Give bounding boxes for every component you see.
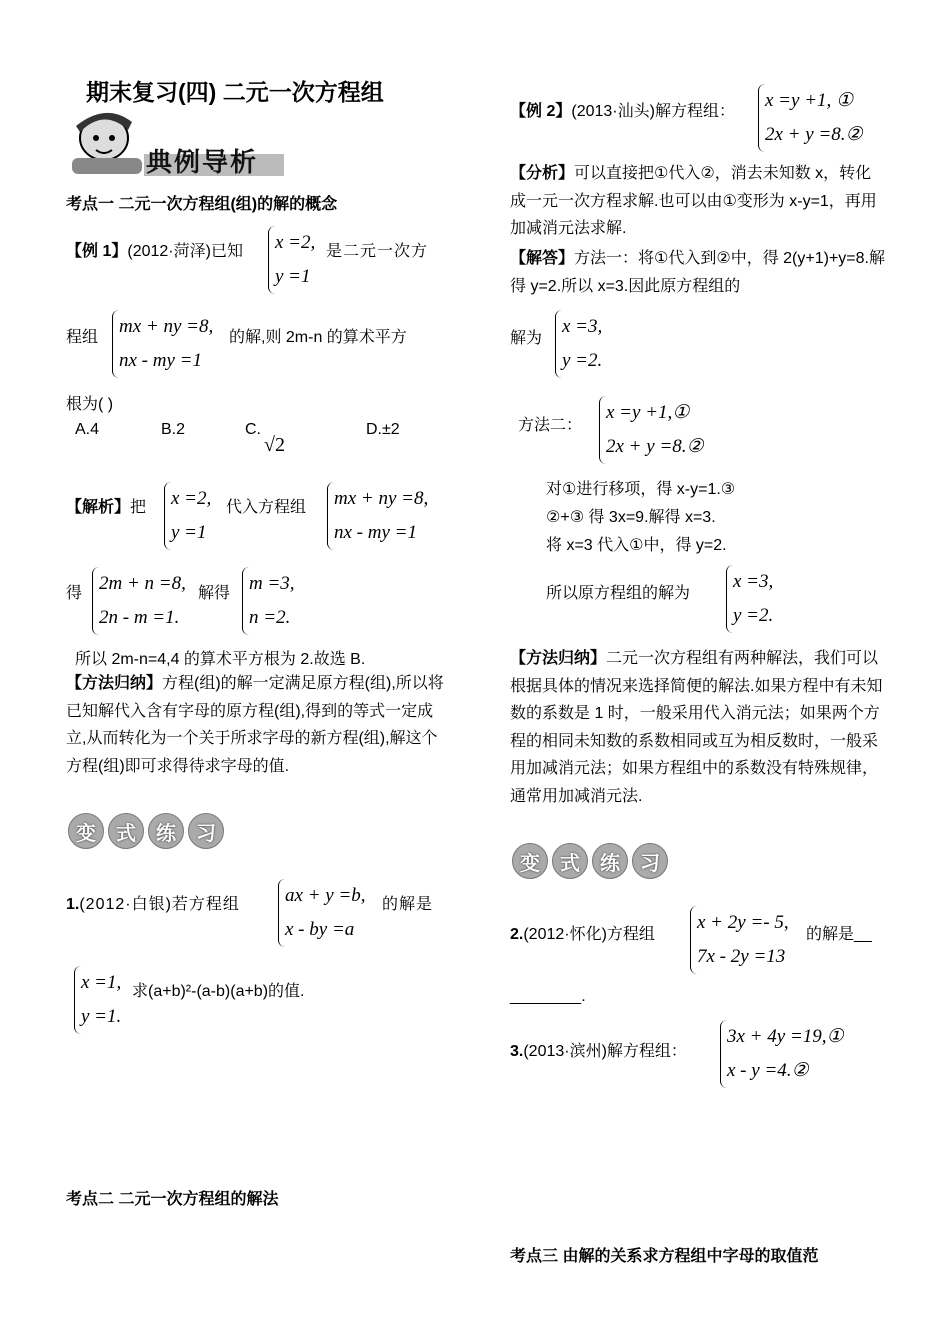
method-label: 【方法归纳】 — [66, 675, 163, 692]
badge-char: 变 — [512, 843, 548, 879]
answer-text: 方法一：将①代入到②中，得 2(y+1)+y=8.解得 y=2.所以 x=3.因此原方程组的 — [510, 250, 885, 295]
equation: x =1, — [81, 972, 122, 993]
question-2-text-2: 的解是__ — [806, 926, 872, 943]
banner-text: 典例导析 — [146, 147, 259, 177]
equation: 2n - m =1. — [99, 607, 180, 628]
option-b: B.2 — [161, 421, 186, 438]
question-3-system — [720, 1020, 844, 1088]
equation: m =3, — [249, 573, 295, 594]
method-label: 【方法归纳】 — [510, 650, 607, 667]
equation: 7x - 2y =13 — [697, 946, 786, 967]
badge-char: 式 — [108, 813, 144, 849]
answer-label: 【解答】 — [510, 250, 575, 267]
solution-1-text-5: 所以 2m-n=4,4 的算术平方根为 2.故选 B. — [75, 651, 366, 668]
equation: nx - my =1 — [119, 350, 202, 371]
answer — [510, 245, 886, 300]
example-2-source: (2013·汕头)解方程组： — [571, 103, 735, 120]
method-2-line-2: ②+③ 得 3x=9.解得 x=3. — [546, 509, 716, 526]
equation: ax + y =b, — [285, 885, 366, 906]
question-1-text-2: 的解是 — [382, 896, 434, 913]
question-1-line — [66, 891, 240, 914]
practice-badge-1 — [68, 813, 224, 849]
method-2-system — [599, 396, 704, 464]
example-1-text-4: 的解,则 2m-n 的算术平方 — [229, 329, 407, 346]
solution-1-system-3 — [92, 567, 186, 635]
example-1-source: (2012·菏泽)已知 — [127, 243, 243, 260]
example-1-system-2 — [112, 310, 213, 378]
answer-system — [555, 310, 602, 378]
equation: x =2, — [171, 488, 212, 509]
equation: 2x + y =8.② — [606, 436, 704, 457]
method-2-line-1: 对①进行移项，得 x-y=1.③ — [546, 481, 736, 498]
question-3-line — [510, 1038, 687, 1061]
method-2-system-2 — [726, 565, 773, 633]
method-text: 二元一次方程组有两种解法，我们可以根据具体的情况来选择简便的解法.如果方程中有未知数的系数是 1 时，一般采用代入消元法；如果两个方程的相同未知数的系数相同或互为相反数时，一般采用加减消元法；如果方程组中的系数没有特殊规律，通常用加减消元法. — [510, 650, 883, 805]
answer-text-2: 解为 — [510, 330, 543, 347]
example-1-system-1 — [268, 226, 315, 294]
solution-1-text-2: 代入方程组 — [226, 499, 307, 516]
question-number: 3. — [510, 1043, 524, 1060]
practice-badge-2 — [512, 843, 668, 879]
question-1-system-2 — [74, 966, 121, 1034]
badge-char: 变 — [68, 813, 104, 849]
solution-text: 把 — [130, 499, 147, 516]
example-2-line — [510, 98, 735, 121]
example-2-label: 【例 2】 — [510, 103, 572, 120]
solution-1-line-1 — [66, 494, 146, 517]
example-1-text-2: 是二元一次方 — [326, 243, 429, 260]
equation: x =3, — [562, 316, 603, 337]
method-2-line-3: 将 x=3 代入①中，得 y=2. — [546, 537, 727, 554]
equation: nx - my =1 — [334, 522, 417, 543]
method-2-line-4: 所以原方程组的解为 — [546, 585, 691, 602]
question-text: (2012·怀化)方程组 — [523, 926, 655, 943]
option-a: A.4 — [75, 421, 100, 438]
badge-char: 练 — [592, 843, 628, 879]
equation: x + 2y =- 5, — [697, 912, 789, 933]
equation: y =1 — [171, 522, 207, 543]
analysis-text: 可以直接把①代入②，消去未知数 x，转化成一元一次方程求解.也可以由①变形为 x-y=1，再用加减消元法求解. — [510, 165, 877, 237]
example-2-system — [758, 84, 863, 152]
question-number: 1. — [66, 896, 80, 913]
solution-1-system-1 — [164, 482, 211, 550]
solution-1-system-2 — [327, 482, 428, 550]
equation: y =2. — [733, 605, 774, 626]
equation: x =y +1,① — [606, 402, 690, 423]
equation: n =2. — [249, 607, 291, 628]
equation: x - y =4.② — [727, 1060, 809, 1081]
option-d: D.±2 — [366, 421, 400, 438]
solution-1-system-4 — [242, 567, 295, 635]
section-1-heading: 考点一 二元一次方程组(组)的解的概念 — [66, 196, 338, 213]
equation: y =1. — [81, 1006, 122, 1027]
question-1-system-1 — [278, 879, 366, 947]
question-text: (2012·白银)若方程组 — [79, 896, 240, 913]
method-2-label: 方法二： — [518, 417, 583, 434]
equation: 3x + 4y =19,① — [727, 1026, 844, 1047]
equation: 2m + n =8, — [99, 573, 186, 594]
page-title: 期末复习(四) 二元一次方程组 — [86, 79, 384, 105]
question-number: 2. — [510, 926, 524, 943]
example-1-text-5: 根为( ) — [66, 396, 114, 413]
equation: x =3, — [733, 571, 774, 592]
solution-1-text-3: 得 — [66, 585, 83, 602]
solution-1-text-4: 解得 — [198, 585, 231, 602]
solution-label: 【解析】 — [66, 499, 131, 516]
question-2-blank: ________. — [510, 988, 586, 1005]
equation: 2x + y =8.② — [765, 124, 863, 145]
equation: y =1 — [275, 266, 311, 287]
method-text: 方程(组)的解一定满足原方程(组),所以将已知解代入含有字母的原方程(组),得到的等式一定成立,从而转化为一个关于所求字母的新方程(组),解这个方程(组)即可求得待求字母的值. — [66, 675, 444, 775]
equation: mx + ny =8, — [119, 316, 214, 337]
banner-image — [66, 108, 286, 176]
method-summary-1 — [66, 670, 444, 780]
equation: mx + ny =8, — [334, 488, 429, 509]
question-text: (2013·滨州)解方程组： — [523, 1043, 687, 1060]
example-1-text-3: 程组 — [66, 329, 99, 346]
section-3-heading: 考点三 由解的关系求方程组中字母的取值范 — [510, 1248, 819, 1265]
example-1-label: 【例 1】 — [66, 243, 128, 260]
badge-char: 习 — [188, 813, 224, 849]
option-c: C. — [245, 421, 261, 438]
option-c-value: √2 — [264, 434, 285, 456]
question-1-text-3: 求(a+b)²-(a-b)(a+b)的值. — [132, 983, 305, 1000]
method-summary-2 — [510, 645, 886, 810]
question-2-line — [510, 921, 655, 944]
badge-char: 练 — [148, 813, 184, 849]
analysis — [510, 160, 886, 243]
question-2-system — [690, 906, 789, 974]
equation: x =2, — [275, 232, 316, 253]
equation: y =2. — [562, 350, 603, 371]
analysis-label: 【分析】 — [510, 165, 575, 182]
badge-char: 习 — [632, 843, 668, 879]
example-1-line-1 — [66, 238, 243, 261]
equation: x =y +1, ① — [765, 90, 854, 111]
section-2-heading: 考点二 二元一次方程组的解法 — [66, 1191, 279, 1208]
equation: x - by =a — [285, 919, 355, 940]
badge-char: 式 — [552, 843, 588, 879]
